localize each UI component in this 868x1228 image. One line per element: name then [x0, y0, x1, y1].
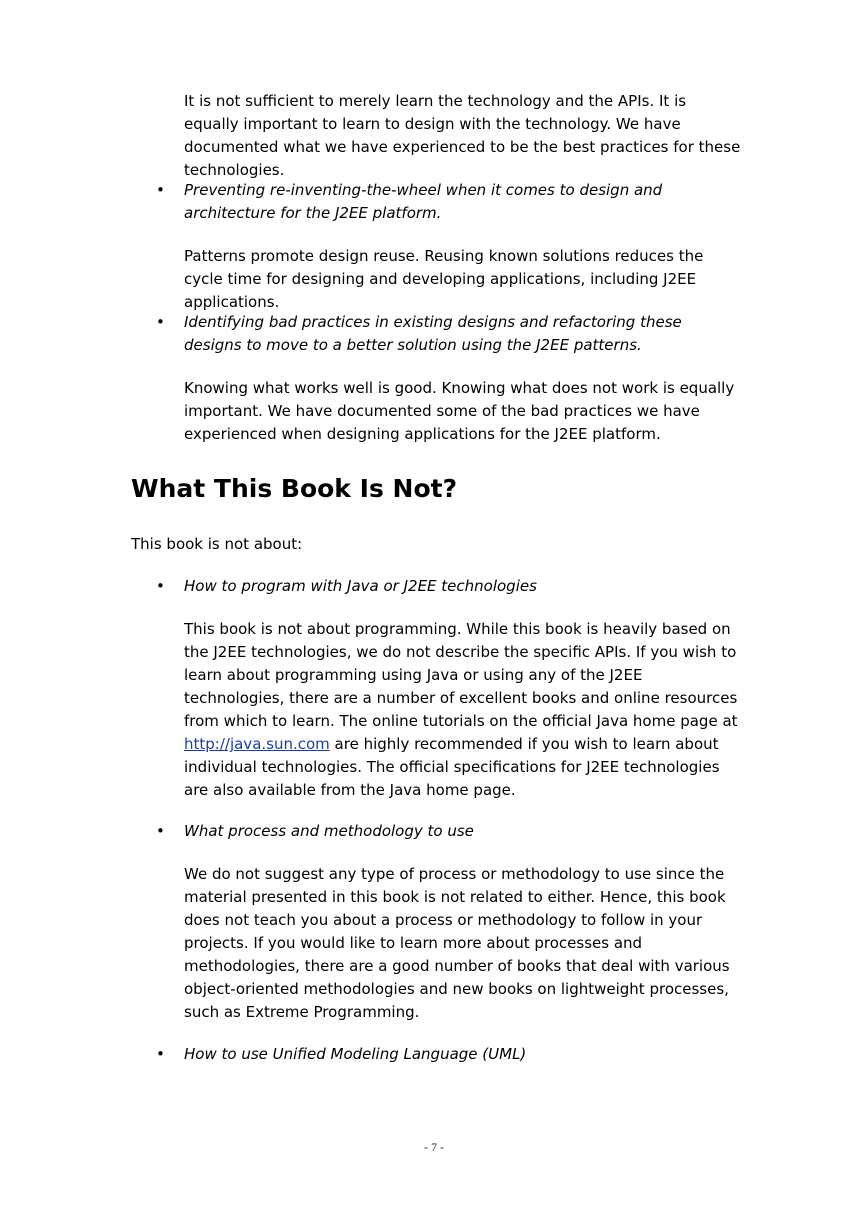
- bullet-title-uml: How to use Unified Modeling Language (UML): [184, 1045, 527, 1063]
- paragraph-programming-text: This book is not about programming. While this book is heavily based on the J2EE technologies, we do not describe the specific APIs. If you wish to learn about programming using Java or using any of the J2EE technologies, there are a number of excellent books and online resources from which to learn. The online tutorials on the official Java home page at: [184, 620, 738, 730]
- bullet-marker: •: [156, 1045, 165, 1063]
- bullet-marker: •: [156, 181, 165, 199]
- page-number: - 7 -: [424, 1140, 444, 1154]
- intro-text: This book is not about:: [131, 535, 303, 553]
- paragraph-design-reuse: Patterns promote design reuse. Reusing known solutions reduces the cycle time for designing and developing applications, including J2EE applications.: [184, 247, 704, 311]
- bullet-marker: •: [156, 313, 165, 331]
- section-heading: What This Book Is Not?: [131, 474, 458, 503]
- paragraph-best-practices: It is not sufficient to merely learn the technology and the APIs. It is equally important to learn to design with the technology. We have documented what we have experienced to be the best practices for these technologies.: [184, 92, 741, 179]
- bullet-title-programming: How to program with Java or J2EE technologies: [184, 577, 537, 595]
- paragraph-programming-text-end: are highly recommended if you wish to learn about individual technologies. The official specifications for J2EE technologies are also available from the Java home page.: [184, 735, 720, 799]
- paragraph-process: We do not suggest any type of process or methodology to use since the material presented in this book is not related to either. Hence, this book does not teach you about a process or methodology to follow in your projects. If you would like to learn more about processes and methodologies, there are a good number of books that deal with various object-oriented methodologies and new books on lightweight processes, such as Extreme Programming.: [184, 865, 730, 1021]
- paragraph-bad-practices: Knowing what works well is good. Knowing what does not work is equally important. We have documented some of the bad practices we have experienced when designing applications for the J2EE platform.: [184, 379, 735, 443]
- bullet-title-bad-practices: Identifying bad practices in existing designs and refactoring these designs to move to a better solution using the J2EE patterns.: [184, 313, 682, 354]
- paragraph-programming: [184, 618, 744, 802]
- bullet-title-reinventing-wheel: Preventing re-inventing-the-wheel when it comes to design and architecture for the J2EE platform.: [184, 181, 663, 222]
- java-home-link[interactable]: http://java.sun.com: [184, 735, 330, 753]
- bullet-marker: •: [156, 577, 165, 595]
- bullet-title-process: What process and methodology to use: [184, 822, 474, 840]
- bullet-marker: •: [156, 822, 165, 840]
